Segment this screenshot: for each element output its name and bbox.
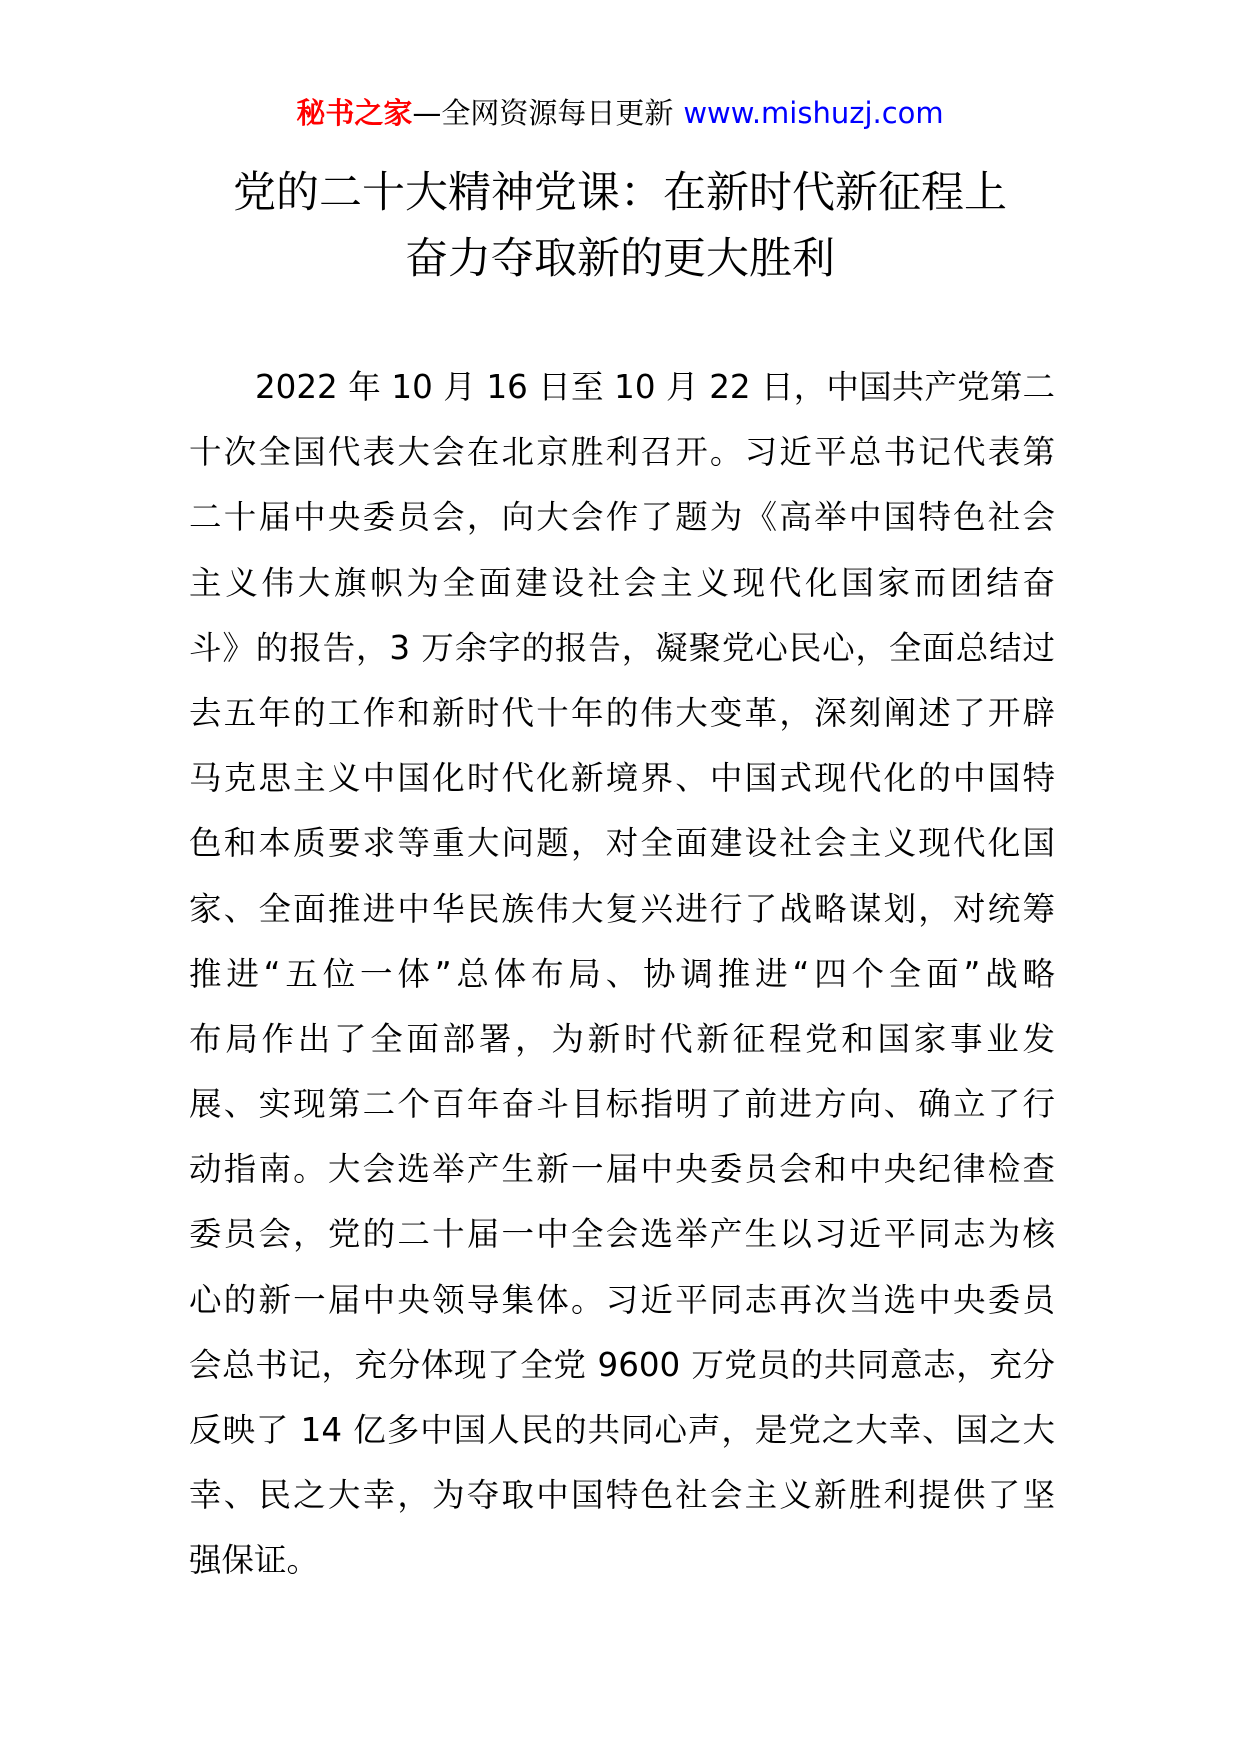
paragraph-line: 会总书记，充分体现了全党 9600 万党员的共同意志，充分	[189, 1345, 1055, 1384]
paragraph-line: 推进“五位一体”总体布局、协调推进“四个全面”战略	[189, 954, 1055, 993]
paragraph-line: 委员会，党的二十届一中全会选举产生以习近平同志为核	[189, 1215, 1055, 1254]
paragraph-line: 去五年的工作和新时代十年的伟大变革，深刻阐述了开辟	[189, 693, 1055, 732]
paragraph-line: 色和本质要求等重大问题，对全面建设社会主义现代化国	[189, 824, 1055, 863]
paragraph-line: 强保证。	[189, 1541, 320, 1580]
paragraph-line: 2022 年 10 月 16 日至 10 月 22 日，中国共产党第二	[255, 368, 1055, 406]
paragraph-line: 布局作出了全面部署，为新时代新征程党和国家事业发	[189, 1019, 1055, 1058]
paragraph-line: 动指南。大会选举产生新一届中央委员会和中央纪律检查	[189, 1150, 1055, 1189]
title-line: 党的二十大精神党课：在新时代新征程上	[233, 168, 1007, 218]
paragraph-line: 斗》的报告，3 万余字的报告，凝聚党心民心，全面总结过	[189, 628, 1055, 667]
paragraph-line: 家、全面推进中华民族伟大复兴进行了战略谋划，对统筹	[189, 889, 1055, 928]
paragraph-line: 主义伟大旗帜为全面建设社会主义现代化国家而团结奋	[189, 563, 1055, 602]
body-paragraph	[189, 355, 1055, 1594]
paragraph-line: 展、实现第二个百年奋斗目标指明了前进方向、确立了行	[189, 1085, 1055, 1124]
paragraph-line: 幸、民之大幸，为夺取中国特色社会主义新胜利提供了坚	[189, 1476, 1055, 1515]
paragraph-line: 十次全国代表大会在北京胜利召开。习近平总书记代表第	[189, 433, 1055, 472]
paragraph-line: 心的新一届中央领导集体。习近平同志再次当选中央委员	[189, 1280, 1055, 1319]
paragraph-line: 二十届中央委员会，向大会作了题为《高举中国特色社会	[189, 498, 1055, 537]
site-url-link[interactable]: www.mishuzj.com	[683, 96, 944, 130]
document-title	[0, 160, 1240, 292]
paragraph-line: 马克思主义中国化时代化新境界、中国式现代化的中国特	[189, 759, 1055, 798]
site-tagline: —全网资源每日更新	[412, 96, 674, 130]
title-line: 奋力夺取新的更大胜利	[405, 234, 835, 284]
paragraph-line: 反映了 14 亿多中国人民的共同心声，是党之大幸、国之大	[189, 1411, 1055, 1449]
site-brand: 秘书之家	[296, 96, 413, 130]
site-header	[0, 93, 1240, 133]
